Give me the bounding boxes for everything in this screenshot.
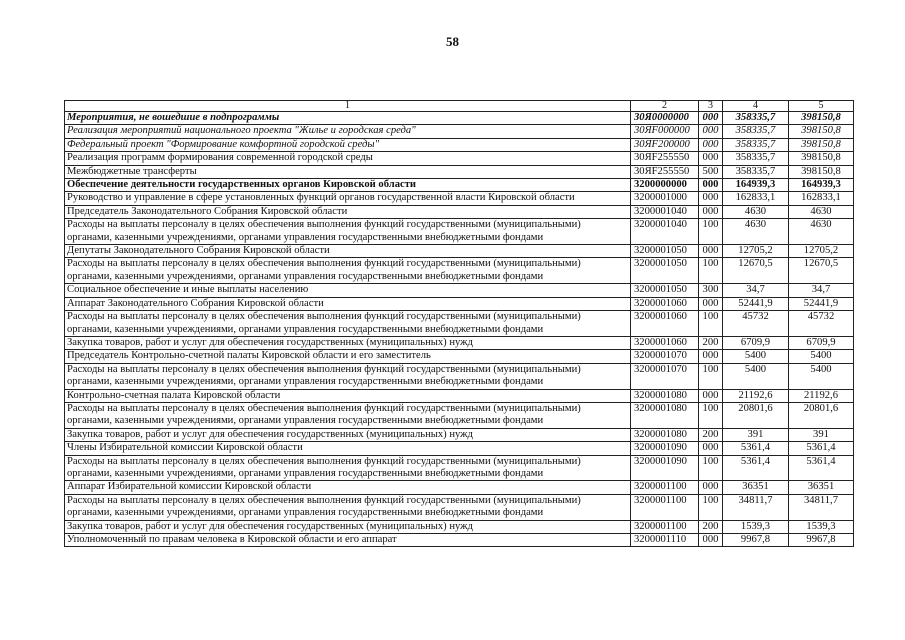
row-type-cell: 200 <box>699 336 723 349</box>
row-type-cell: 000 <box>699 152 723 165</box>
row-type-cell: 000 <box>699 442 723 455</box>
row-name-cell: Федеральный проект "Формирование комфортной городской среды" <box>65 138 631 151</box>
row-value-col4-cell: 36351 <box>723 481 789 494</box>
row-value-col4-cell: 358335,7 <box>723 112 789 125</box>
row-name-cell: Уполномоченный по правам человека в Кировской области и его аппарат <box>65 534 631 547</box>
row-value-col4-cell: 45732 <box>723 311 789 337</box>
row-value-col4-cell: 4630 <box>723 205 789 218</box>
row-type-cell: 100 <box>699 311 723 337</box>
row-name-cell: Члены Избирательной комиссии Кировской области <box>65 442 631 455</box>
row-type-cell: 000 <box>699 245 723 258</box>
row-type-cell: 500 <box>699 165 723 178</box>
row-code-cell: 30ЯF000000 <box>631 125 699 138</box>
table-row <box>65 165 854 178</box>
row-value-col4-cell: 358335,7 <box>723 138 789 151</box>
row-name-cell: Реализация мероприятий национального проекта "Жилье и городская среда" <box>65 125 631 138</box>
table-row <box>65 389 854 402</box>
row-value-col4-cell: 9967,8 <box>723 534 789 547</box>
row-name-cell: Расходы на выплаты персоналу в целях обеспечения выполнения функций государственными (муниципальными) органами, казенными учреждениями, органами управления государственными внебюджетными фондами <box>65 258 631 284</box>
row-value-col5-cell: 34811,7 <box>789 494 854 520</box>
row-value-col4-cell: 12670,5 <box>723 258 789 284</box>
row-type-cell: 000 <box>699 389 723 402</box>
table-row <box>65 494 854 520</box>
header-col-4: 4 <box>723 101 789 112</box>
table-row <box>65 534 854 547</box>
row-value-col5-cell: 36351 <box>789 481 854 494</box>
row-code-cell: 3200001080 <box>631 389 699 402</box>
table-row <box>65 112 854 125</box>
row-type-cell: 200 <box>699 428 723 441</box>
row-type-cell: 100 <box>699 258 723 284</box>
table-row <box>65 363 854 389</box>
row-type-cell: 100 <box>699 455 723 481</box>
row-type-cell: 200 <box>699 520 723 533</box>
row-name-cell: Социальное обеспечение и иные выплаты населению <box>65 284 631 297</box>
row-value-col5-cell: 9967,8 <box>789 534 854 547</box>
row-code-cell: 3200001060 <box>631 311 699 337</box>
row-value-col5-cell: 398150,8 <box>789 152 854 165</box>
table-row <box>65 336 854 349</box>
row-value-col4-cell: 5361,4 <box>723 455 789 481</box>
row-type-cell: 000 <box>699 297 723 310</box>
row-name-cell: Закупка товаров, работ и услуг для обеспечения государственных (муниципальных) нужд <box>65 428 631 441</box>
row-name-cell: Расходы на выплаты персоналу в целях обеспечения выполнения функций государственными (муниципальными) органами, казенными учреждениями, органами управления государственными внебюджетными фондами <box>65 311 631 337</box>
row-code-cell: 30ЯF255550 <box>631 152 699 165</box>
row-code-cell: 3200001060 <box>631 336 699 349</box>
table-row <box>65 455 854 481</box>
row-name-cell: Закупка товаров, работ и услуг для обеспечения государственных (муниципальных) нужд <box>65 520 631 533</box>
row-value-col5-cell: 398150,8 <box>789 112 854 125</box>
row-code-cell: 30Я0000000 <box>631 112 699 125</box>
row-value-col5-cell: 5400 <box>789 363 854 389</box>
row-value-col5-cell: 52441,9 <box>789 297 854 310</box>
row-name-cell: Обеспечение деятельности государственных органов Кировской области <box>65 179 631 192</box>
row-code-cell: 3200001040 <box>631 219 699 245</box>
table-row <box>65 402 854 428</box>
row-value-col5-cell: 20801,6 <box>789 402 854 428</box>
row-value-col4-cell: 52441,9 <box>723 297 789 310</box>
row-name-cell: Аппарат Законодательного Собрания Кировской области <box>65 297 631 310</box>
row-value-col5-cell: 162833,1 <box>789 192 854 205</box>
row-value-col5-cell: 398150,8 <box>789 138 854 151</box>
row-type-cell: 100 <box>699 494 723 520</box>
table-row <box>65 311 854 337</box>
row-type-cell: 000 <box>699 481 723 494</box>
row-code-cell: 3200001040 <box>631 205 699 218</box>
row-name-cell: Расходы на выплаты персоналу в целях обеспечения выполнения функций государственными (муниципальными) органами, казенными учреждениями, органами управления государственными внебюджетными фондами <box>65 219 631 245</box>
row-value-col5-cell: 4630 <box>789 219 854 245</box>
row-value-col4-cell: 4630 <box>723 219 789 245</box>
row-code-cell: 3200001110 <box>631 534 699 547</box>
row-type-cell: 000 <box>699 112 723 125</box>
table-row <box>65 284 854 297</box>
row-value-col4-cell: 5400 <box>723 350 789 363</box>
row-value-col4-cell: 6709,9 <box>723 336 789 349</box>
row-type-cell: 000 <box>699 534 723 547</box>
row-value-col4-cell: 5400 <box>723 363 789 389</box>
row-code-cell: 3200001060 <box>631 297 699 310</box>
row-code-cell: 3200001090 <box>631 442 699 455</box>
row-value-col5-cell: 45732 <box>789 311 854 337</box>
row-value-col5-cell: 34,7 <box>789 284 854 297</box>
table-row <box>65 125 854 138</box>
row-code-cell: 3200001080 <box>631 428 699 441</box>
row-value-col5-cell: 398150,8 <box>789 165 854 178</box>
row-value-col4-cell: 164939,3 <box>723 179 789 192</box>
row-value-col4-cell: 358335,7 <box>723 125 789 138</box>
header-col-5: 5 <box>789 101 854 112</box>
header-col-3: 3 <box>699 101 723 112</box>
row-type-cell: 000 <box>699 192 723 205</box>
table-row <box>65 219 854 245</box>
row-code-cell: 3200001050 <box>631 284 699 297</box>
table-row <box>65 192 854 205</box>
row-value-col5-cell: 21192,6 <box>789 389 854 402</box>
table-row <box>65 481 854 494</box>
row-name-cell: Расходы на выплаты персоналу в целях обеспечения выполнения функций государственными (муниципальными) органами, казенными учреждениями, органами управления государственными внебюджетными фондами <box>65 455 631 481</box>
row-code-cell: 3200001050 <box>631 258 699 284</box>
row-code-cell: 3200001080 <box>631 402 699 428</box>
row-value-col5-cell: 5361,4 <box>789 442 854 455</box>
row-type-cell: 100 <box>699 402 723 428</box>
row-name-cell: Председатель Контрольно-счетной палаты Кировской области и его заместитель <box>65 350 631 363</box>
row-value-col5-cell: 5400 <box>789 350 854 363</box>
row-type-cell: 000 <box>699 125 723 138</box>
table-row <box>65 245 854 258</box>
row-name-cell: Межбюджетные трансферты <box>65 165 631 178</box>
row-value-col4-cell: 5361,4 <box>723 442 789 455</box>
row-code-cell: 30ЯF255550 <box>631 165 699 178</box>
row-type-cell: 000 <box>699 350 723 363</box>
row-name-cell: Реализация программ формирования современной городской среды <box>65 152 631 165</box>
row-value-col4-cell: 162833,1 <box>723 192 789 205</box>
row-name-cell: Расходы на выплаты персоналу в целях обеспечения выполнения функций государственными (муниципальными) органами, казенными учреждениями, органами управления государственными внебюджетными фондами <box>65 494 631 520</box>
row-name-cell: Расходы на выплаты персоналу в целях обеспечения выполнения функций государственными (муниципальными) органами, казенными учреждениями, органами управления государственными внебюджетными фондами <box>65 402 631 428</box>
row-code-cell: 3200001090 <box>631 455 699 481</box>
row-value-col4-cell: 1539,3 <box>723 520 789 533</box>
row-name-cell: Председатель Законодательного Собрания Кировской области <box>65 205 631 218</box>
row-value-col4-cell: 20801,6 <box>723 402 789 428</box>
row-code-cell: 3200001070 <box>631 350 699 363</box>
table-row <box>65 138 854 151</box>
row-value-col4-cell: 34811,7 <box>723 494 789 520</box>
table-row <box>65 179 854 192</box>
table-row <box>65 297 854 310</box>
row-value-col4-cell: 358335,7 <box>723 165 789 178</box>
row-name-cell: Руководство и управление в сфере установленных функций органов государственной власти Кировской области <box>65 192 631 205</box>
budget-table <box>64 100 854 547</box>
row-code-cell: 3200001070 <box>631 363 699 389</box>
row-code-cell: 30ЯF200000 <box>631 138 699 151</box>
row-name-cell: Контрольно-счетная палата Кировской области <box>65 389 631 402</box>
table-row <box>65 205 854 218</box>
row-value-col4-cell: 21192,6 <box>723 389 789 402</box>
table-row <box>65 520 854 533</box>
row-code-cell: 3200001050 <box>631 245 699 258</box>
row-value-col4-cell: 34,7 <box>723 284 789 297</box>
row-value-col5-cell: 12705,2 <box>789 245 854 258</box>
row-name-cell: Мероприятия, не вошедшие в подпрограммы <box>65 112 631 125</box>
row-code-cell: 3200001100 <box>631 494 699 520</box>
row-type-cell: 000 <box>699 138 723 151</box>
table-row <box>65 258 854 284</box>
row-value-col5-cell: 164939,3 <box>789 179 854 192</box>
table-header-row <box>65 101 854 112</box>
row-value-col5-cell: 12670,5 <box>789 258 854 284</box>
row-type-cell: 000 <box>699 179 723 192</box>
row-code-cell: 3200001000 <box>631 192 699 205</box>
row-name-cell: Закупка товаров, работ и услуг для обеспечения государственных (муниципальных) нужд <box>65 336 631 349</box>
page-number: 58 <box>446 34 459 49</box>
table-row <box>65 350 854 363</box>
table-row <box>65 442 854 455</box>
row-name-cell: Расходы на выплаты персоналу в целях обеспечения выполнения функций государственными (муниципальными) органами, казенными учреждениями, органами управления государственными внебюджетными фондами <box>65 363 631 389</box>
row-type-cell: 300 <box>699 284 723 297</box>
row-code-cell: 3200001100 <box>631 520 699 533</box>
row-value-col4-cell: 358335,7 <box>723 152 789 165</box>
row-value-col5-cell: 4630 <box>789 205 854 218</box>
table-row <box>65 428 854 441</box>
row-value-col5-cell: 6709,9 <box>789 336 854 349</box>
row-code-cell: 3200001100 <box>631 481 699 494</box>
row-value-col5-cell: 398150,8 <box>789 125 854 138</box>
row-value-col5-cell: 1539,3 <box>789 520 854 533</box>
row-name-cell: Аппарат Избирательной комиссии Кировской области <box>65 481 631 494</box>
row-type-cell: 100 <box>699 363 723 389</box>
header-col-2: 2 <box>631 101 699 112</box>
row-value-col5-cell: 391 <box>789 428 854 441</box>
row-code-cell: 3200000000 <box>631 179 699 192</box>
row-value-col4-cell: 391 <box>723 428 789 441</box>
row-value-col4-cell: 12705,2 <box>723 245 789 258</box>
table-row <box>65 152 854 165</box>
header-col-1: 1 <box>65 101 631 112</box>
row-name-cell: Депутаты Законодательного Собрания Кировской области <box>65 245 631 258</box>
row-value-col5-cell: 5361,4 <box>789 455 854 481</box>
row-type-cell: 100 <box>699 219 723 245</box>
row-type-cell: 000 <box>699 205 723 218</box>
